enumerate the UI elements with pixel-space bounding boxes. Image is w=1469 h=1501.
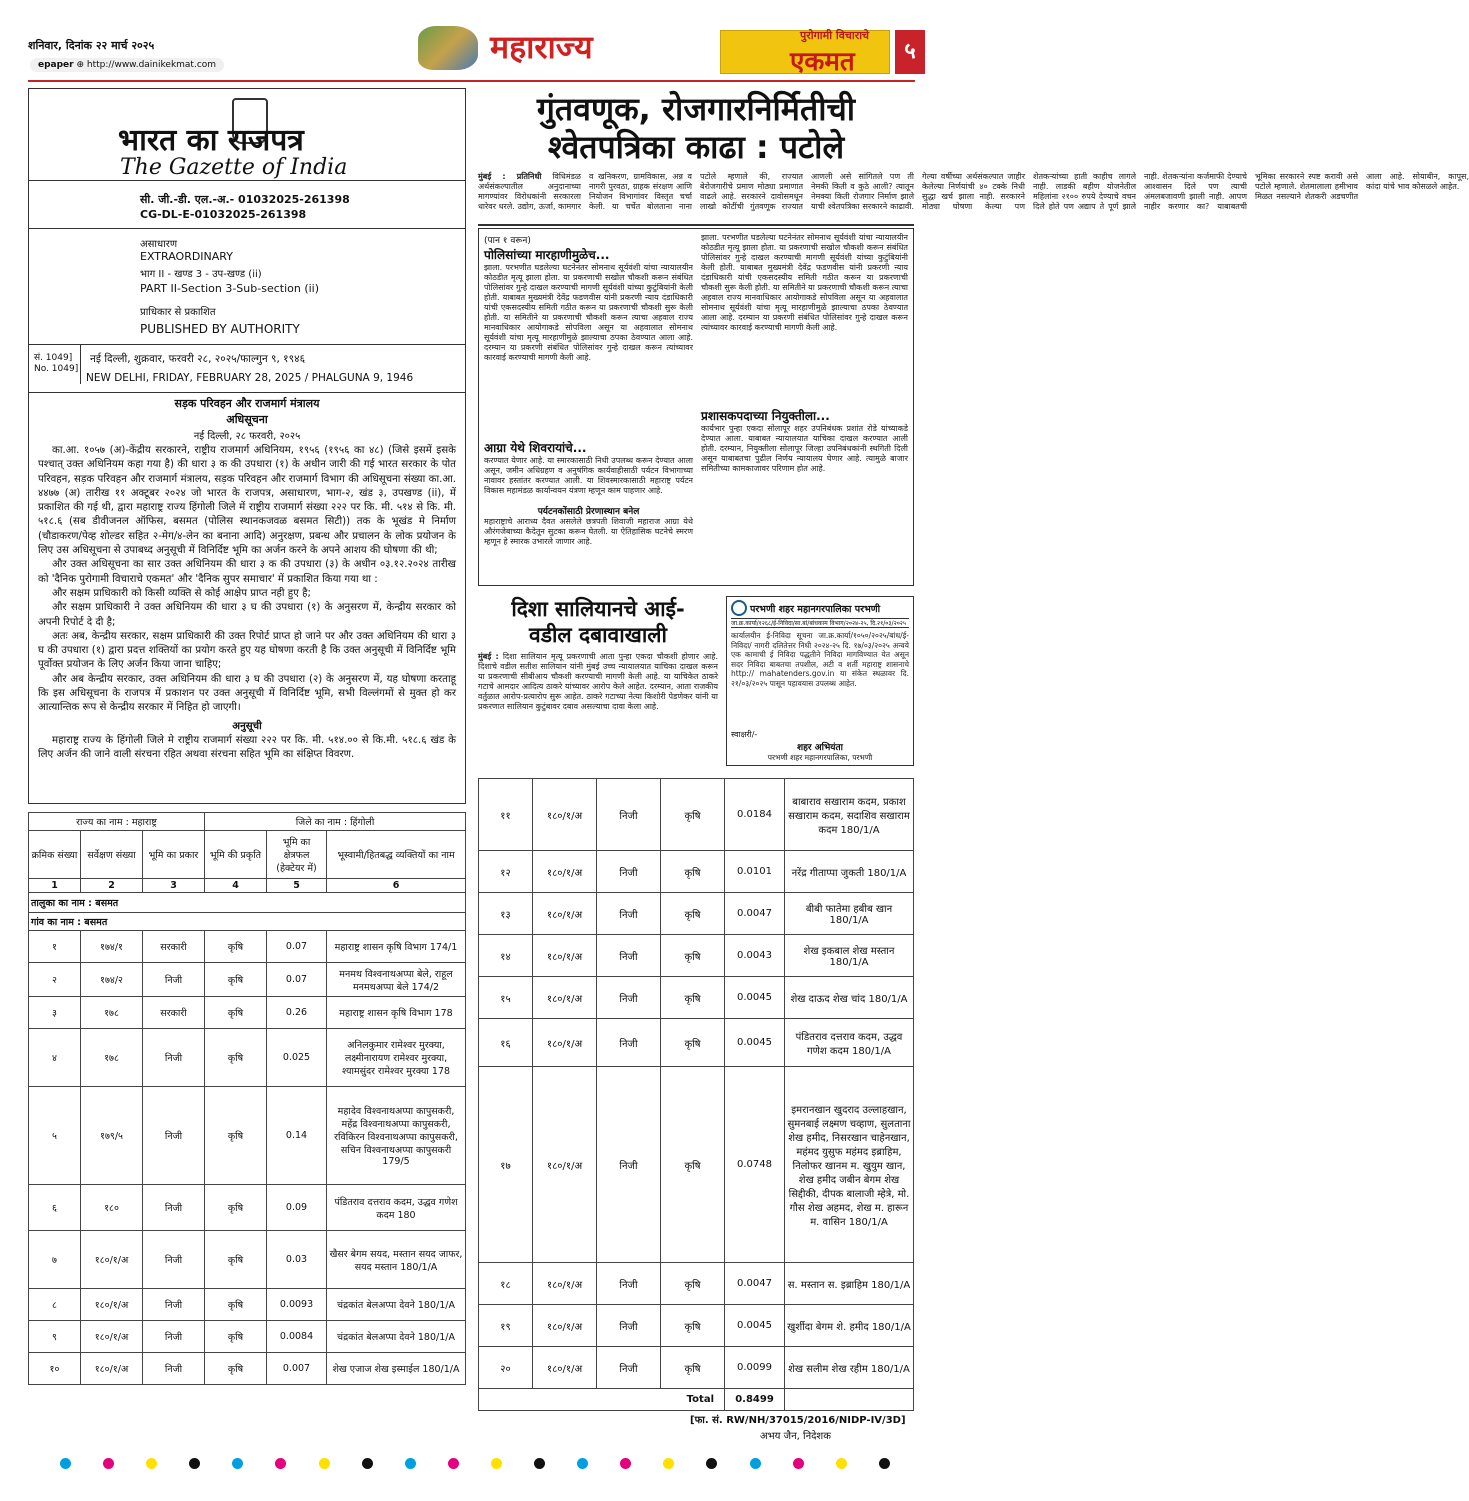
- article-body: दिशा सालियान मृत्यू प्रकरणाची आता पुन्हा एकदा चौकशी होणार आहे. दिशाचे वडील सतीश सालियान यांनी मुंबई उच्च न्यायालयात याचिका दाखल करून या प्रकरणाची सीबीआय चौकशी करण्याची मागणी केली आहे. या याचिकेत ठाकरे गटाचे आमदार आदित्य ठाकरे यांच्यावर आरोप केले आहेत. दरम्यान, आता राजकीय वर्तुळात आरोप-प्रत्यारोप सुरू आहेत. ठाकरे गटाच्या नेत्या किशोरी पेडणेकर यांनी या प्रकरणात सालियान कुटुंबावर दबाव असल्याचा दावा केला आहे.: [478, 652, 719, 711]
- masthead: [0, 0, 945, 82]
- magenta-dot: [793, 1458, 804, 1469]
- cell: 0.0101: [725, 851, 785, 893]
- cyan-dot: [232, 1458, 243, 1469]
- cell: ९: [29, 1321, 81, 1353]
- cell: १७९/५: [81, 1087, 143, 1185]
- yellow-dot: [663, 1458, 674, 1469]
- cell: ४: [29, 1029, 81, 1087]
- cell: १८०/१/अ: [533, 977, 597, 1019]
- column-number: 2: [81, 879, 143, 893]
- cell: २: [29, 963, 81, 997]
- cell: ८: [29, 1289, 81, 1321]
- issue-no-hindi: सं. 1049]: [34, 353, 73, 363]
- table-row: [479, 1305, 914, 1347]
- cell: निजी: [143, 1353, 205, 1385]
- notification-para: और उक्त अधिसूचना का सार उक्त अधिनियम की धारा ३ क की उपधारा (३) के अधीन ०३.१२.२०२४ तारीख को 'दैनिक पुरोगामी विचाराचे एकमत' और 'दैनिक सुपर समाचार' में प्रकाशित किया गया था :: [38, 559, 456, 585]
- cell: निजी: [143, 1289, 205, 1321]
- cell: शेख इकबाल शेख मस्तान 180/1/A: [785, 935, 914, 977]
- cell: ११: [479, 779, 533, 851]
- cell: निजी: [143, 1029, 205, 1087]
- notification-para: और अब केन्द्रीय सरकार, उक्त अधिनियम की धारा ३ घ की उपधारा (२) के अनुसरण में, यह घोषणा करताहू कि इस अधिसूचना के राजपत्र में प्रकाशन पर उक्त अनुसूची में विनिर्दिष्ट भूमि, सभी विल्लंगमों से मुक्त हो कर आत्यान्तिक रूप से केन्द्रीय सरकार में निहित हो जाएगी।: [38, 673, 456, 714]
- cell: 0.14: [267, 1087, 327, 1185]
- cell: निजी: [597, 1067, 661, 1263]
- cell: महाराष्ट्र शासन कृषि विभाग 174/1: [327, 931, 466, 963]
- column-header: भूमि का प्रकार: [143, 831, 205, 879]
- cyan-dot: [405, 1458, 416, 1469]
- cell: स. मस्तान स. इब्राहिम 180/1/A: [785, 1263, 914, 1305]
- table-row: [479, 977, 914, 1019]
- notification-date: नई दिल्ली, २८ फरवरी, २०२५: [193, 431, 301, 442]
- cell: [785, 1389, 914, 1411]
- cell: पंडितराव दत्तराव कदम, उद्धव गणेश कदम 180: [327, 1185, 466, 1231]
- magenta-dot: [103, 1458, 114, 1469]
- table-row: [29, 1185, 466, 1231]
- cell: २०: [479, 1347, 533, 1389]
- cell: 0.0045: [725, 977, 785, 1019]
- yellow-dot: [491, 1458, 502, 1469]
- cell: १९: [479, 1305, 533, 1347]
- table-row: [29, 1231, 466, 1289]
- cell: ३: [29, 997, 81, 1029]
- epaper-label: epaper: [38, 60, 74, 70]
- article-body: महाराष्ट्राचे आराध्य दैवत असलेले छत्रपती शिवाजी महाराज आग्रा येथे औरंगजेबाच्या कैदेतून सुटका करून घेतली. या ऐतिहासिक घटनेचे स्मरण म्हणून हे स्मारक उभारले जाणार आहे.: [484, 517, 693, 546]
- cell: खैसर बेगम सयद, मस्तान सयद जाफर, सयद मस्तान 180/1/A: [327, 1231, 466, 1289]
- cell: कृषि: [205, 997, 267, 1029]
- cell: १५: [479, 977, 533, 1019]
- cell: १७४/२: [81, 963, 143, 997]
- cell: १४: [479, 935, 533, 977]
- tender-sign-label: स्वाक्षरी/-: [731, 730, 758, 739]
- cell: सरकारी: [143, 931, 205, 963]
- table-row: [29, 1321, 466, 1353]
- black-dot: [362, 1458, 373, 1469]
- globe-icon: ⊕: [76, 60, 87, 70]
- notification-para: और सक्षम प्राधिकारी ने उक्त अधिनियम की धारा ३ घ की उपधारा (१) के अनुसरण में, केन्द्रीय सरकार को अपनी रिपोर्ट दे दी है;: [38, 602, 456, 628]
- extraordinary-hindi: असाधारण: [140, 239, 178, 250]
- table-row: [479, 893, 914, 935]
- cell: निजी: [597, 935, 661, 977]
- cell: निजी: [143, 1231, 205, 1289]
- headline-line-1: गुंतवणूक, रोजगारनिर्मितीची: [536, 90, 856, 128]
- continued-articles: [478, 228, 914, 586]
- black-dot: [189, 1458, 200, 1469]
- cell: निजी: [597, 1347, 661, 1389]
- total-row: [479, 1389, 914, 1411]
- tender-ref: जा.क्र.कार्या/१२६८/ई-निविदा/सा.बां/बांधकाम विभाग/२०२४-२५, दि.२१/०३/२०२५: [731, 618, 909, 628]
- cell: १७४/१: [81, 931, 143, 963]
- cell: १८०/१/अ: [81, 1353, 143, 1385]
- cell: 0.0047: [725, 893, 785, 935]
- brand-name: एकमत: [790, 47, 855, 77]
- cell: निजी: [597, 1305, 661, 1347]
- article-disha-salian: [478, 596, 718, 766]
- article-headline: वडील दबावाखाली: [529, 623, 667, 647]
- cell: कृषि: [205, 1231, 267, 1289]
- section-title: महाराज्य: [490, 28, 593, 66]
- gazette-title-english: The Gazette of India: [120, 155, 348, 180]
- cell: कृषि: [661, 893, 725, 935]
- cell: १८०/१/अ: [533, 1305, 597, 1347]
- divider: [478, 224, 914, 226]
- column-header: भूस्वामी/हितबद्ध व्यक्तियों का नाम: [327, 831, 466, 879]
- cyan-dot: [577, 1458, 588, 1469]
- cell: खुर्शीदा बेगम शे. हमीद 180/1/A: [785, 1305, 914, 1347]
- article-body: कार्यभार पुन्हा एकदा सोलापूर शहर उपनिबंधक प्रशांत रोडे यांच्याकडे देण्यात आला. याबाबत न्यायालयात याचिका दाखल करण्यात आली होती. दरम्यान, नियुक्तीला सोलापूर जिल्हा उपनिबंधकांनी स्थगिती दिली असून याबाबतचा पुढील निर्णय न्यायालय घेणार आहे. त्यामुळे बाजार समितीच्या कामकाजावर परिणाम होत आहे.: [701, 424, 908, 473]
- article-body: झाला. परभणीत घडलेल्या घटनेनंतर सोमनाथ सूर्यवंशी यांचा न्यायालयीन कोठडीत मृत्यू झाला होता. या प्रकरणाची सखोल चौकशी करून संबंधित पोलिसांवर गुन्हे दाखल करण्याची मागणी सूर्यवंशी यांच्या कुटुंबियांनी केली होती. याबाबत मुख्यमंत्री देवेंद्र फडणवीस यांनी प्रकरणी न्याय दंडाधिकारी यांची एकसदस्यीय समिती गठीत करून या प्रकरणाची चौकशी सुरू केली होती. या समितीने या प्रकरणाची चौकशी करून त्याचा अहवाल राज्य मानवाधिकार आयोगाकडे सोपविला असून या अहवालात सोमनाथ सूर्यवंशी यांचा मृत्यू मारहाणीमुळे झाल्याचा ठपका ठेवण्यात आला आहे. दरम्यान या प्रकरणी संबंधित पोलिसांवर गुन्हे दाखल करून त्यांच्यावर कारवाई करण्याची मागणी केली आहे.: [484, 263, 693, 362]
- cell: कृषि: [661, 1305, 725, 1347]
- cell: १७: [479, 1067, 533, 1263]
- part-english: PART II-Section 3-Sub-section (ii): [140, 282, 320, 295]
- cell: 0.26: [267, 997, 327, 1029]
- cell: कृषि: [205, 1321, 267, 1353]
- land-schedule-table: [28, 812, 466, 1385]
- table-row: [479, 935, 914, 977]
- magenta-dot: [275, 1458, 286, 1469]
- schedule-description: महाराष्ट्र राज्य के हिंगोली जिले मे राष्ट्रीय राजमार्ग संख्या २२२ पर कि. मी. ५१४.०० से कि.मी. ५१८.६ खंड के लिए अर्जन की जाने वाली संरचना रहित अथवा संरचना सहित भूमि का संक्षिप्त विवरण.: [38, 734, 456, 761]
- total-value: 0.8499: [725, 1389, 785, 1411]
- table-row: [29, 1087, 466, 1185]
- cell: 0.0047: [725, 1263, 785, 1305]
- cell: ५: [29, 1087, 81, 1185]
- cell: निजी: [597, 977, 661, 1019]
- cell: १६: [479, 1019, 533, 1067]
- cell: निजी: [143, 1087, 205, 1185]
- table-row: [479, 1067, 914, 1263]
- cell: कृषि: [205, 1289, 267, 1321]
- cell: निजी: [597, 779, 661, 851]
- cell: 0.0084: [267, 1321, 327, 1353]
- municipal-logo-icon: [731, 600, 747, 616]
- cell: १८०/१/अ: [81, 1289, 143, 1321]
- epaper-url[interactable]: [30, 58, 224, 72]
- state-label: राज्य का नाम : महाराष्ट्र: [29, 813, 205, 831]
- cell: निजी: [143, 1185, 205, 1231]
- ministry-name: सड़क परिवहन और राजमार्ग मंत्रालय: [174, 397, 320, 410]
- cyan-dot: [750, 1458, 761, 1469]
- dateline: मुंबई : प्रतिनिधी: [478, 172, 542, 181]
- cell: शेख एजाज शेख इस्माईल 180/1/A: [327, 1353, 466, 1385]
- cell: 0.0748: [725, 1067, 785, 1263]
- cell: कृषि: [205, 931, 267, 963]
- cell: बीबी फातेमा हबीब खान 180/1/A: [785, 893, 914, 935]
- cell: निजी: [597, 1263, 661, 1305]
- table-row: [479, 779, 914, 851]
- table-row: [29, 963, 466, 997]
- yellow-dot: [146, 1458, 157, 1469]
- dateline: मुंबई :: [478, 652, 499, 661]
- column-number: 4: [205, 879, 267, 893]
- cell: अनिलकुमार रामेश्वर मुरक्या, लक्ष्मीनारायण रामेश्वर मुरक्या, श्यामसुंदर रामेश्वर मुरक्या 178: [327, 1029, 466, 1087]
- cell: निजी: [143, 963, 205, 997]
- maharashtra-map-icon: [418, 26, 478, 70]
- column-number: 5: [267, 879, 327, 893]
- cell: १८०: [81, 1185, 143, 1231]
- cell: ७: [29, 1231, 81, 1289]
- cell: निजी: [597, 851, 661, 893]
- cell: कृषि: [661, 977, 725, 1019]
- yellow-dot: [319, 1458, 330, 1469]
- cell: कृषि: [205, 1185, 267, 1231]
- cell: चंद्रकांत बेलअप्पा देवने 180/1/A: [327, 1289, 466, 1321]
- yellow-dot: [836, 1458, 847, 1469]
- cell: कृषि: [661, 1347, 725, 1389]
- cell: चंद्रकांत बेलअप्पा देवने 180/1/A: [327, 1321, 466, 1353]
- headline-line-2: श्वेतपत्रिका काढा : पटोले: [547, 128, 845, 166]
- cell: १७८: [81, 1029, 143, 1087]
- cell: कृषि: [661, 935, 725, 977]
- table-row: [29, 1353, 466, 1385]
- cell: निजी: [143, 1321, 205, 1353]
- file-reference: [फा. सं. RW/NH/37015/2016/NIDP-IV/3D]: [690, 1415, 906, 1426]
- cell: कृषि: [205, 963, 267, 997]
- cell: पंडितराव दत्तराव कदम, उद्धव गणेश कदम 180/1/A: [785, 1019, 914, 1067]
- article-gutvanuk: [478, 172, 1469, 220]
- divider: [80, 344, 81, 384]
- reg-number-english: CG-DL-E-01032025-261398: [140, 208, 307, 221]
- magenta-dot: [620, 1458, 631, 1469]
- taluka-label: तालुका का नाम : बसमत: [29, 893, 466, 913]
- cell: कृषि: [661, 851, 725, 893]
- black-dot: [534, 1458, 545, 1469]
- site-url[interactable]: http://www.dainikekmat.com: [86, 60, 217, 70]
- cell: १८०/१/अ: [533, 1263, 597, 1305]
- table-row: [479, 1019, 914, 1067]
- column-number: 3: [143, 879, 205, 893]
- black-dot: [706, 1458, 717, 1469]
- cell: १८०/१/अ: [533, 779, 597, 851]
- cell: महाराष्ट्र शासन कृषि विभाग 178: [327, 997, 466, 1029]
- cell: 0.07: [267, 963, 327, 997]
- table-row: [479, 1347, 914, 1389]
- cell: कृषि: [661, 779, 725, 851]
- article-headline: दिशा सालियानचे आई-: [511, 597, 685, 621]
- cell: कृषि: [661, 1067, 725, 1263]
- issue-date-english: NEW DELHI, FRIDAY, FEBRUARY 28, 2025 / PHALGUNA 9, 1946: [86, 372, 414, 384]
- issue-date-hindi: नई दिल्ली, शुक्रवार, फरवरी २८, २०२५/फाल्गुन ९, १९४६: [90, 353, 306, 365]
- column-header: भूमि की प्रकृति: [205, 831, 267, 879]
- black-dot: [879, 1458, 890, 1469]
- tender-title: परभणी शहर महानगरपालिका परभणी: [750, 603, 881, 615]
- column-number: 6: [327, 879, 466, 893]
- cell: १२: [479, 851, 533, 893]
- divider: [28, 392, 466, 393]
- cell: इमरानखान खुदराद उल्लाहखान, सुमनबाई लक्ष्मण चव्हाण, सुलताना शेख हमीद, निसरखान चाहेनखान, महंमद युसुफ महंमद इब्राहिम, निलोफर खानम म. खुयुम खान, शेख हमीद जबीन बेगम शेख सिद्दीकी, दीपक बालाजी म्हेत्रे, मो. गौस शेख अहमद, शेख म. हारून म. वासिन 180/1/A: [785, 1067, 914, 1263]
- cell: निजी: [597, 893, 661, 935]
- issue-date: शनिवार, दिनांक २२ मार्च २०२५: [28, 39, 155, 52]
- cell: शेख दाऊद शेख चांद 180/1/A: [785, 977, 914, 1019]
- notification-para: अतः अब, केन्द्रीय सरकार, सक्षम प्राधिकारी की उक्त रिपोर्ट प्राप्त हो जाने पर और उक्त अधिनियम की धारा ३ घ की उपधारा (१) द्वारा प्रदत्त शक्तियों का प्रयोग करते हुए यह घोषणा करती है कि उक्त अनुसूची में विनिर्दिष्ट भूमि पूर्वोक्त प्रयोजन के लिए अर्जन किया जाना चाहिए;: [38, 630, 456, 671]
- cell: सरकारी: [143, 997, 205, 1029]
- divider: [28, 344, 466, 345]
- article-body: करण्यात येणार आहे. या स्मारकासाठी निधी उपलब्ध करून देण्यात आला असून, जमीन अधिग्रहण व अनुषंगिक कार्यवाहीसाठी पर्यटन विभागाच्या नावावर हस्तांतर करण्यात आली. या शिवस्मारकासाठी महाराष्ट्र पर्यटन विकास महामंडळ कार्यान्वयन यंत्रणा म्हणून काम पाहणार आहे.: [484, 456, 693, 495]
- cell: कृषि: [205, 1087, 267, 1185]
- cell: नरेंद्र गीताप्पा जुकती 180/1/A: [785, 851, 914, 893]
- part-hindi: भाग II - खण्ड 3 - उप-खण्ड (ii): [140, 269, 262, 280]
- cell: 0.025: [267, 1029, 327, 1087]
- column-header: भूमि का क्षेत्रफल (हेक्टेयर में): [267, 831, 327, 879]
- signatory: अभय जैन, निदेशक: [760, 1431, 831, 1442]
- cell: कृषि: [661, 1263, 725, 1305]
- total-label: Total: [479, 1389, 725, 1411]
- village-label: गांव का नाम : बसमत: [29, 913, 466, 931]
- cell: १८०/१/अ: [533, 935, 597, 977]
- cell: १८०/१/अ: [533, 1347, 597, 1389]
- table-row: [29, 997, 466, 1029]
- cell: 0.09: [267, 1185, 327, 1231]
- cell: 0.0045: [725, 1305, 785, 1347]
- tender-office: परभणी शहर महानगरपालिका, परभणी: [767, 753, 873, 762]
- cell: निजी: [597, 1019, 661, 1067]
- cell: १८०/१/अ: [533, 1019, 597, 1067]
- table-row: [479, 1263, 914, 1305]
- column-number: 1: [29, 879, 81, 893]
- schedule-title: अनुसूची: [232, 720, 262, 732]
- cell: १८०/१/अ: [533, 893, 597, 935]
- print-registration-bar: [60, 1458, 890, 1472]
- cell: 0.0045: [725, 1019, 785, 1067]
- magenta-dot: [448, 1458, 459, 1469]
- cell: 0.0099: [725, 1347, 785, 1389]
- district-label: जिले का नाम : हिंगोली: [205, 813, 466, 831]
- reg-number-hindi: सी. जी.-डी. एल.-अ.- 01032025-261398: [140, 193, 350, 206]
- cell: १०: [29, 1353, 81, 1385]
- article-subhead: पर्यटनकोंसाठी प्रेरणास्थान बनेल: [537, 507, 640, 517]
- table-row: [479, 851, 914, 893]
- tender-signatory: शहर अभियंता: [797, 743, 843, 753]
- extraordinary-english: EXTRAORDINARY: [140, 250, 233, 263]
- cell: १८०/१/अ: [533, 1067, 597, 1263]
- page-number: ५: [895, 30, 925, 74]
- article-headline: प्रशासकपदाच्या नियुक्तीला...: [701, 409, 830, 423]
- column-header: सर्वेक्षण संख्या: [81, 831, 143, 879]
- divider: [28, 180, 466, 181]
- cell: 0.07: [267, 931, 327, 963]
- cell: १८०/१/अ: [81, 1321, 143, 1353]
- article-headline: आग्रा येथे शिवरायांचे...: [484, 441, 587, 455]
- cell: 0.0093: [267, 1289, 327, 1321]
- notification-para: का.आ. १०५७ (अ)-केंद्रीय सरकारने, राष्ट्रीय राजमार्ग अधिनियम, १९५६ (१९५६ का ४८) (जिसे इसमें इसके पश्चात् उक्त अधिनियम कहा गया है) की धारा ३ क की उपधारा (१) के अधीन जारी की गई भारत सरकार के पोत परिवहन, सड़क परिवहन और राजमार्ग मंत्रालय, सड़क परिवहन और राजमार्ग विभाग की अधिसूचना संख्या का.आ. ४४७७ (अ) तारीख ११ अक्टूबर २०२४ जो भारत के राजपत्र, असाधारण, भाग-२, खंड ३, उपखण्ड (ii), में प्रकाशित की गई थी, द्वारा महाराष्ट्र राज्य हिंगोली जिले में राष्ट्रीय राजमार्ग संख्या २२२ पर कि. मी. ५१४ से कि. मी. ५१८.६ (सब डीवीजनल ऑफिस, बसमत (पोलिस स्थानकजवळ बसमत सिटी)) तक के भूखंड मे निर्माण (चौडाकरण/पेव्ह शोल्डर सहित २-मेग/४-लेन का बनाना आदि) अनुरक्षण, प्रबन्ध और प्रचालन के लोक प्रयोजन के लिए उस अधिसूचना से उपाबध्द अनुसूची में विनिर्दिष्ट भूमि का अर्जन करने के अपने आशय की घोषणा की थी;: [38, 445, 456, 557]
- cell: महादेव विश्वनाथअप्पा कापुसकरी, महेंद्र विश्वनाथअप्पा कापुसकरी, रविकिरन विश्वनाथअप्पा कापुसकरी, सचिन विश्वनाथअप्पा कापुसकरी 179/5: [327, 1087, 466, 1185]
- cell: १३: [479, 893, 533, 935]
- cell: १८०/१/अ: [533, 851, 597, 893]
- cell: १७८: [81, 997, 143, 1029]
- masthead-divider: [28, 80, 915, 82]
- cell: 0.0184: [725, 779, 785, 851]
- issue-no-english: No. 1049]: [34, 364, 79, 374]
- divider: [28, 228, 466, 229]
- article-body: झाला. परभणीत घडलेल्या घटनेनंतर सोमनाथ सूर्यवंशी यांचा न्यायालयीन कोठडीत मृत्यू झाला होता. या प्रकरणाची सखोल चौकशी करून संबंधित पोलिसांवर गुन्हे दाखल करण्याची मागणी सूर्यवंशी यांच्या कुटुंबियांनी केली होती. याबाबत मुख्यमंत्री देवेंद्र फडणवीस यांनी प्रकरणी न्याय दंडाधिकारी यांची एकसदस्यीय समिती गठीत करून या प्रकरणाची चौकशी सुरू केली होती. या समितीने या प्रकरणाची चौकशी करून त्याचा अहवाल राज्य मानवाधिकार आयोगाकडे सोपविला असून या अहवालात सोमनाथ सूर्यवंशी यांचा मृत्यू मारहाणीमुळे झाल्याचा ठपका ठेवण्यात आला आहे. दरम्यान या प्रकरणी संबंधित पोलिसांवर गुन्हे दाखल करून त्यांच्यावर कारवाई करण्याची मागणी केली आहे.: [701, 233, 908, 332]
- gazette-title-hindi: भारत का राजपत्र: [118, 123, 304, 158]
- continued-tag: (पान १ वरून): [484, 236, 531, 246]
- article-body: विधिमंडळ अर्थसंकल्पातील अनुदानाच्या मागण्यांवर विरोधकांनी सरकारला धारेवर धरले. उद्योग, ऊर्जा, कामगार व खनिकरण, ग्रामविकास, अन्न व नागरी पुरवठा, ग्राहक संरक्षण आणि नियोजन विभागांवर विस्तृत चर्चा केली. या चर्चेत बोलताना नाना पटोले म्हणाले की, राज्यात बेरोजगारीचे प्रमाण मोठ्या प्रमाणात वाढले आहे. सरकारने दावोसमधून लाखो कोटींची गुंतवणूक राज्यात आणली असे सांगितले पण ती नेमकी किती व कुठे आली? त्यातून नेमक्या किती रोजगार निर्माण झाले याची श्वेतपत्रिका सरकारने काढावी. गेल्या वर्षीच्या अर्थसंकल्पात जाहीर केलेल्या निर्णयांची ४० टक्के निधी सुद्धा खर्च झाला नाही. सरकारने मोठ्या घोषणा केल्या पण शेतकऱ्यांच्या हाती काहीच लागले नाही. लाडकी बहीण योजनेतील महिलांना २१०० रुपये देण्याचे वचन दिले होते पण अद्याप ते पूर्ण झाले नाही. शेतकऱ्यांना कर्जमाफी देण्याचे आश्वासन दिले पण त्याची अंमलबजावणी झाली नाही. आपण नाहीर करणार का? याबाबतची भूमिका सरकारने स्पष्ट करावी असे पटोले म्हणाले. शेतमालाला हमीभाव मिळत नसल्याने शेतकरी अडचणीत आला आहे. सोयाबीन, कापूस, कांदा यांचे भाव कोसळले आहेत.: [478, 172, 1469, 211]
- cell: मनमथ विश्वनाथअप्पा बेले, राहूल मनमथअप्पा बेले 174/2: [327, 963, 466, 997]
- published-english: PUBLISHED BY AUTHORITY: [140, 322, 300, 336]
- cell: 0.007: [267, 1353, 327, 1385]
- brand-tagline: पुरोगामी विचाराचे: [800, 29, 870, 42]
- cell: १८: [479, 1263, 533, 1305]
- land-schedule-table-continued: [478, 778, 914, 1411]
- cell: कृषि: [205, 1029, 267, 1087]
- cyan-dot: [60, 1458, 71, 1469]
- notification-label: अधिसूचना: [226, 413, 268, 426]
- table-row: [29, 1289, 466, 1321]
- table-row: [29, 1029, 466, 1087]
- cell: शेख सलीम शेख रहीम 180/1/A: [785, 1347, 914, 1389]
- table-row: [29, 931, 466, 963]
- main-headline: [478, 90, 914, 166]
- article-headline: पोलिसांच्या मारहाणीमुळेच...: [484, 248, 610, 262]
- cell: 0.0043: [725, 935, 785, 977]
- cell: 0.03: [267, 1231, 327, 1289]
- cell: १: [29, 931, 81, 963]
- column-header: क्रमिक संख्या: [29, 831, 81, 879]
- cell: ६: [29, 1185, 81, 1231]
- tender-notice: [726, 596, 914, 766]
- notification-para: और सक्षम प्राधिकारी को किसी व्यक्ति से कोई आक्षेप प्राप्त नही हुए है;: [52, 587, 311, 599]
- tender-body: कार्यालयीन ई-निविदा सूचना जा.क्र.कार्या/१०५०/२०२५/बांध/ई-निविदा/ नागरी दलितेत्तर निधी २०२४-२५ दि. १७/०३/२०२५ अन्वये एक कामाची ई निविदा पद्धतीने निविदा मागविण्यात येत असून सदर निविदा बाबतचा तपशील, अटी व शर्ती महाराष्ट्र शासनाचे http:// mahatenders.gov.in या संकेत स्थळावर दि. २१/०३/२०२५ पासून पहावयास उपलब्ध आहेत.: [731, 631, 909, 688]
- cell: बाबाराव सखाराम कदम, प्रकाश सखाराम कदम, सदाशिव सखाराम कदम 180/1/A: [785, 779, 914, 851]
- cell: कृषि: [661, 1019, 725, 1067]
- published-hindi: प्राधिकार से प्रकाशित: [140, 307, 216, 318]
- cell: १८०/१/अ: [81, 1231, 143, 1289]
- cell: कृषि: [205, 1353, 267, 1385]
- notification-body: [38, 444, 456, 763]
